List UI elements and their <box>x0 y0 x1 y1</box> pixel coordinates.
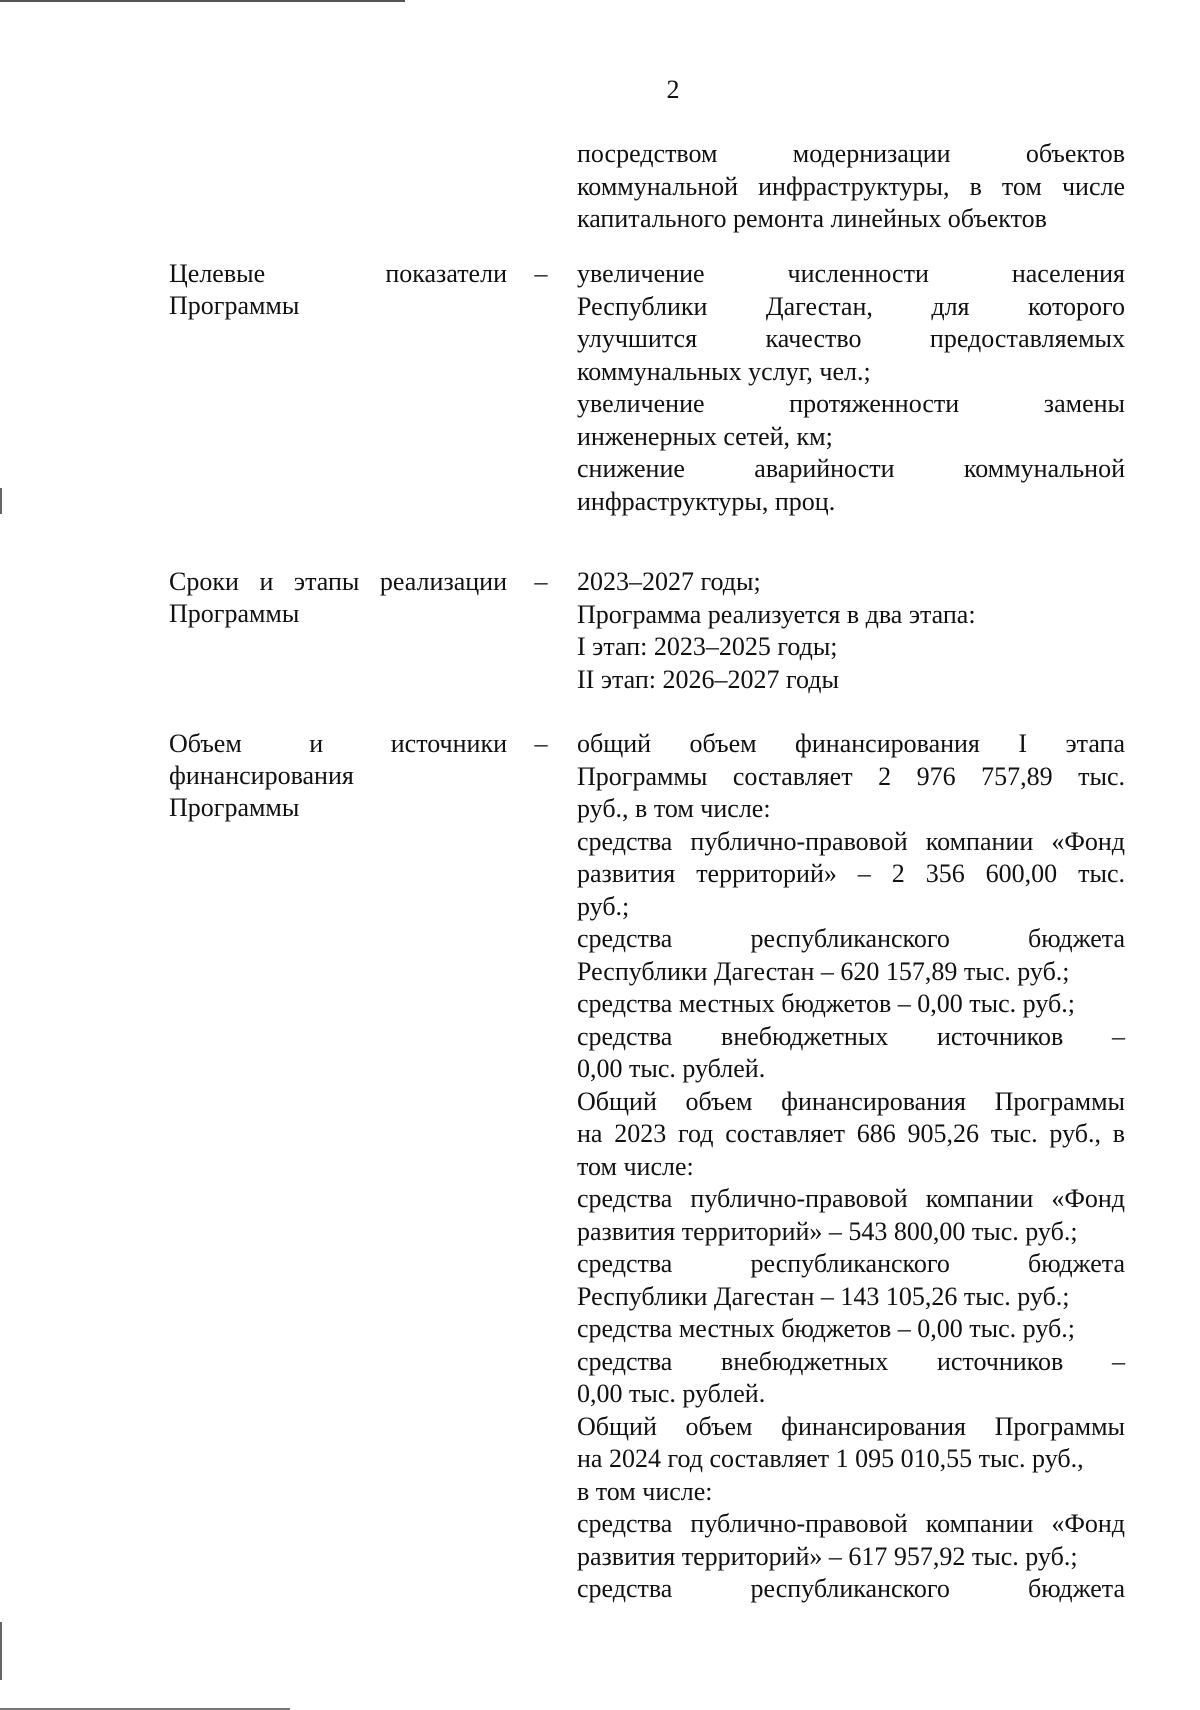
text-line: капитального ремонта линейных объектов <box>577 204 1047 233</box>
text-line: руб.; <box>577 891 630 921</box>
text-line: увеличение протяженности замены <box>577 389 1125 418</box>
text-line: увеличение численности населения <box>577 259 1125 288</box>
text-line: руб., в том числе: <box>577 794 771 823</box>
text-line: на 2023 год составляет 686 905,26 тыс. руб., в <box>577 1119 1125 1148</box>
page-number: 2 <box>666 75 680 104</box>
text-line: Республики Дагестан – 620 157,89 тыс. руб.; <box>577 956 1070 986</box>
label-line: Программы <box>169 599 300 628</box>
text-line: I этап: 2023–2025 годы; <box>577 632 838 661</box>
text-line: общий объем финансирования I этапа <box>577 729 1125 758</box>
text-line: средства публично-правовой компании «Фонд <box>577 1509 1125 1538</box>
text-line: средства республиканского бюджета <box>577 1249 1125 1278</box>
text-line: снижение аварийности коммунальной <box>577 454 1125 483</box>
text-line: средства республиканского бюджета <box>577 924 1125 953</box>
text-line: посредством модернизации объектов <box>577 139 1125 168</box>
text-line: на 2024 год составляет 1 095 010,55 тыс. руб., <box>577 1444 1084 1473</box>
label-line: финансирования <box>169 761 354 790</box>
scan-left-mark <box>0 488 2 514</box>
text-line: средства внебюджетных источников – <box>577 1346 1125 1376</box>
label-line: Программы <box>169 291 300 320</box>
text-line: Республики Дагестан, для которого <box>577 291 1125 321</box>
text-line: развития территорий» – 617 957,92 тыс. руб.; <box>577 1541 1078 1571</box>
section-dash: – <box>534 567 548 596</box>
text-line: средства местных бюджетов – 0,00 тыс. руб.; <box>577 1314 1075 1343</box>
section-value-target-indicators <box>577 258 1125 518</box>
section-dash: – <box>534 259 548 288</box>
section-value-terms-and-stages <box>577 566 1125 696</box>
text-line: улучшится качество предоставляемых <box>577 324 1125 353</box>
text-line: II этап: 2026–2027 годы <box>577 664 839 694</box>
text-line: Республики Дагестан – 143 105,26 тыс. руб.; <box>577 1281 1070 1311</box>
text-line: Общий объем финансирования Программы <box>577 1411 1125 1441</box>
text-line: том числе: <box>577 1151 694 1181</box>
scan-left-mark <box>0 1622 2 1680</box>
text-line: средства публично-правовой компании «Фонд <box>577 826 1125 856</box>
text-line: инфраструктуры, проц. <box>577 486 836 516</box>
section-dash: – <box>534 729 548 758</box>
label-line: Объем и источники <box>169 729 507 758</box>
section-label-funding <box>169 728 507 824</box>
text-line: инженерных сетей, км; <box>577 421 833 451</box>
scan-top-edge <box>0 0 405 2</box>
section-label-target-indicators <box>169 258 507 322</box>
text-line: Программа реализуется в два этапа: <box>577 599 976 629</box>
label-line: Программы <box>169 793 300 822</box>
label-line: Целевые показатели <box>169 259 507 288</box>
text-line: Программы составляет 2 976 757,89 тыс. <box>577 761 1125 791</box>
text-line: в том числе: <box>577 1476 713 1506</box>
text-line: средства республиканского бюджета <box>577 1574 1125 1603</box>
text-line: 2023–2027 годы; <box>577 567 761 596</box>
text-line: коммунальной инфраструктуры, в том числе <box>577 171 1125 201</box>
text-line: 0,00 тыс. рублей. <box>577 1379 766 1408</box>
text-line: Общий объем финансирования Программы <box>577 1086 1125 1116</box>
section-value-funding <box>577 728 1125 1606</box>
text-line: средства внебюджетных источников – <box>577 1021 1125 1051</box>
text-line: развития территорий» – 2 356 600,00 тыс. <box>577 859 1125 888</box>
text-line: развития территорий» – 543 800,00 тыс. руб.; <box>577 1216 1078 1246</box>
label-line: Сроки и этапы реализации <box>169 567 507 596</box>
text-line: 0,00 тыс. рублей. <box>577 1054 766 1083</box>
continuation-text <box>577 138 1125 236</box>
text-line: коммунальных услуг, чел.; <box>577 356 871 386</box>
text-line: средства местных бюджетов – 0,00 тыс. руб.; <box>577 989 1075 1018</box>
text-line: средства публично-правовой компании «Фонд <box>577 1184 1125 1213</box>
section-label-terms-and-stages <box>169 566 507 630</box>
